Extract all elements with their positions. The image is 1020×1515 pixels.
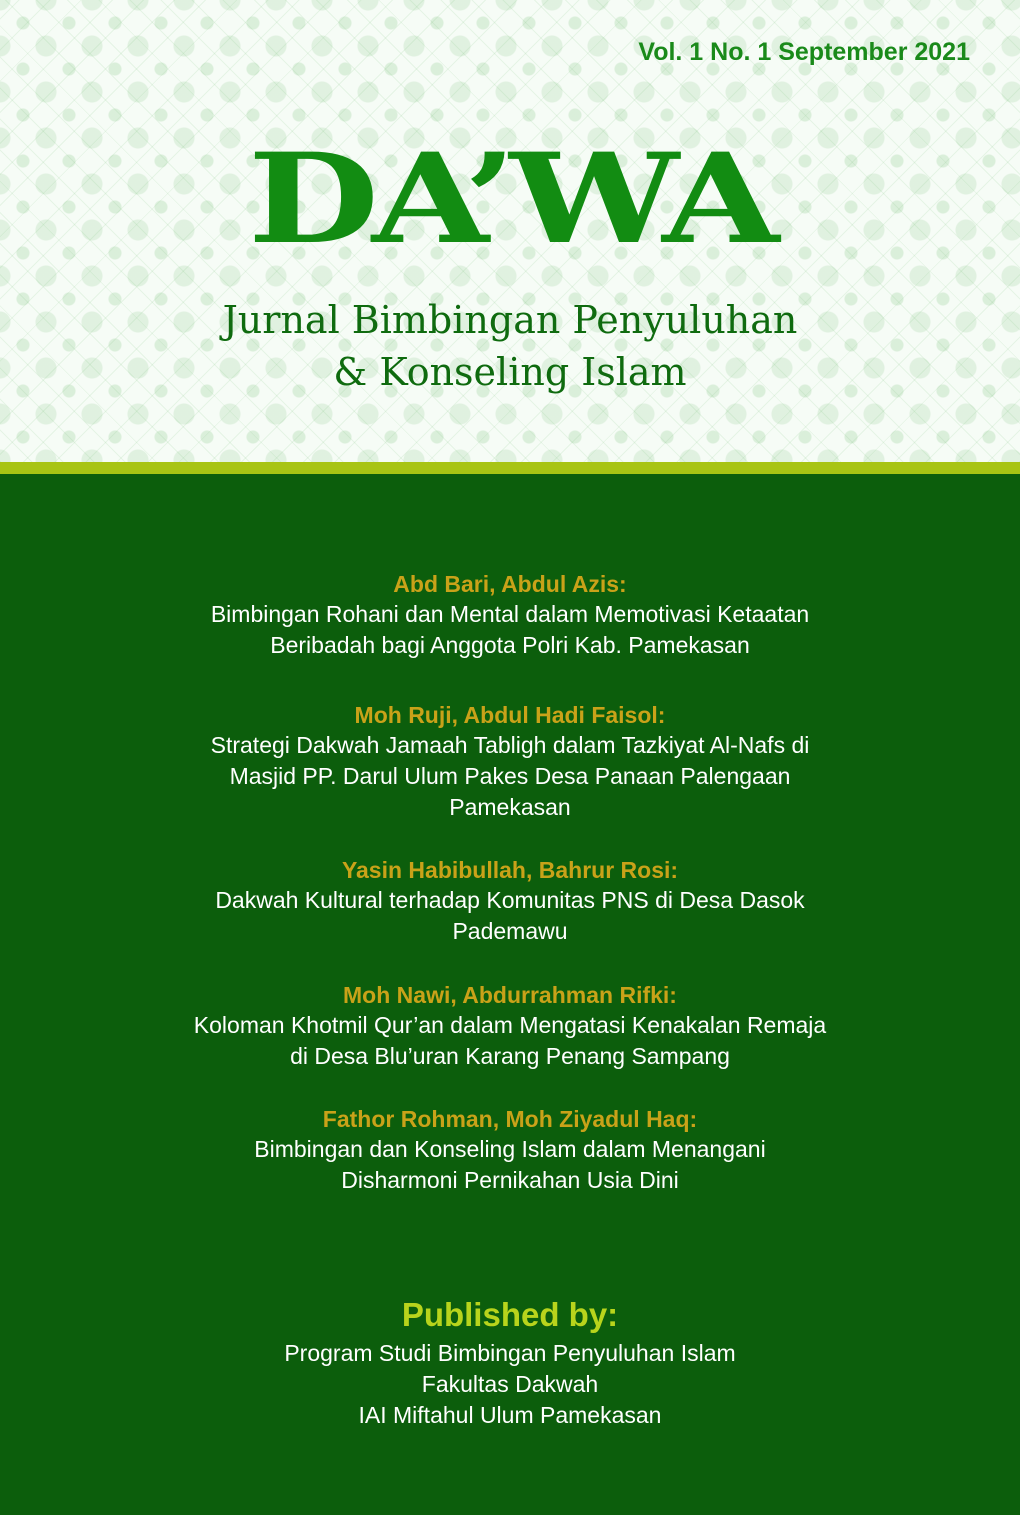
issue-volume: Vol. 1 No. 1 September 2021 xyxy=(638,38,970,66)
journal-subtitle-line2: & Konseling Islam xyxy=(333,350,687,394)
article-entry-5 xyxy=(80,1104,940,1196)
article-entry-1 xyxy=(80,569,940,661)
article-authors: Yasin Habibullah, Bahrur Rosi: xyxy=(341,857,679,883)
article-title-line: Dakwah Kultural terhadap Komunitas PNS di Desa Dasok xyxy=(215,887,805,913)
article-entry-2 xyxy=(80,700,940,823)
publisher-block xyxy=(0,1338,1020,1431)
article-title-line: Pamekasan xyxy=(449,794,571,820)
article-entry-3 xyxy=(80,855,940,947)
article-authors: Abd Bari, Abdul Azis: xyxy=(393,571,627,597)
article-authors: Moh Nawi, Abdurrahman Rifki: xyxy=(343,982,677,1008)
article-title-line: Beribadah bagi Anggota Polri Kab. Pamekasan xyxy=(270,632,750,658)
publisher-line: IAI Miftahul Ulum Pamekasan xyxy=(358,1402,662,1428)
published-by-heading: Published by: xyxy=(401,1296,619,1333)
article-title-line: Masjid PP. Darul Ulum Pakes Desa Panaan Palengaan xyxy=(229,763,791,789)
article-entry-4 xyxy=(80,980,940,1072)
article-title-line: Strategi Dakwah Jamaah Tabligh dalam Tazkiyat Al-Nafs di xyxy=(210,732,810,758)
article-title-line: di Desa Blu’uran Karang Penang Sampang xyxy=(290,1043,730,1069)
article-title-line: Pademawu xyxy=(452,918,568,944)
accent-divider-bar xyxy=(0,462,1020,474)
article-title-line: Bimbingan dan Konseling Islam dalam Menangani xyxy=(254,1136,766,1162)
journal-logo-title: DA’WA xyxy=(247,127,773,272)
article-title-line: Bimbingan Rohani dan Mental dalam Memotivasi Ketaatan xyxy=(210,601,810,627)
article-title-line: Disharmoni Pernikahan Usia Dini xyxy=(341,1167,679,1193)
publisher-line: Fakultas Dakwah xyxy=(421,1371,599,1397)
article-title-line: Koloman Khotmil Qur’an dalam Mengatasi Kenakalan Remaja xyxy=(193,1012,827,1038)
article-authors: Moh Ruji, Abdul Hadi Faisol: xyxy=(354,702,666,728)
article-authors: Fathor Rohman, Moh Ziyadul Haq: xyxy=(322,1106,698,1132)
publisher-line: Program Studi Bimbingan Penyuluhan Islam xyxy=(284,1340,736,1366)
journal-subtitle-line1: Jurnal Bimbingan Penyuluhan xyxy=(222,298,798,342)
